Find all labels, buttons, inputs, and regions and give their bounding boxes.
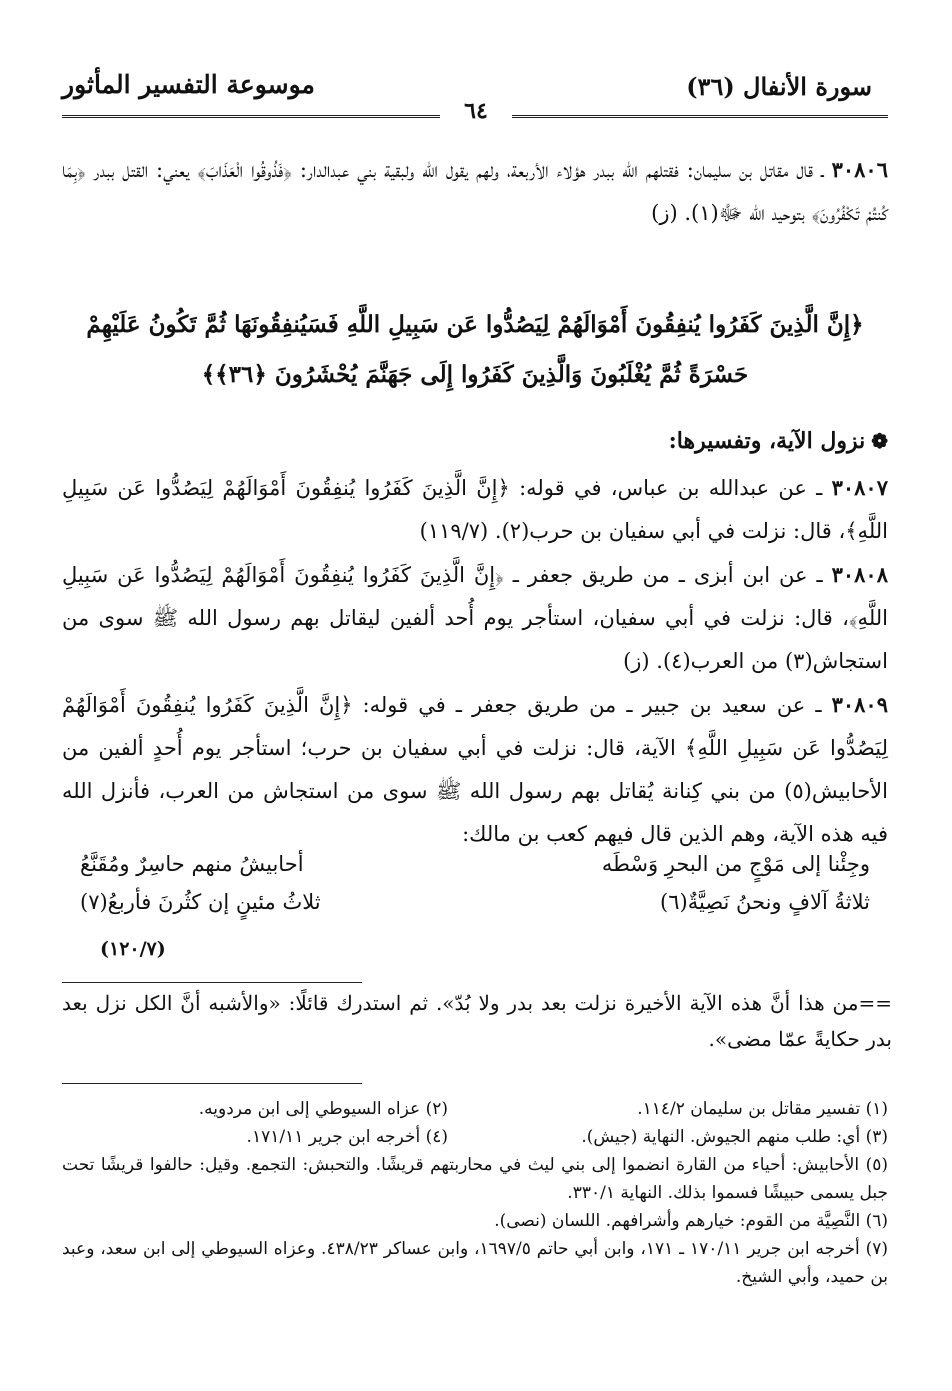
footnote-4: (٤) أخرجه ابن جرير ١٧١/١١. [246,1127,448,1147]
page-number: ٦٤ [464,98,488,124]
entry-number: ٣٠٨٠٦ [831,157,888,182]
entry-30808 [62,553,888,683]
section-title [669,428,888,454]
footnote-separator [62,982,362,983]
footnote-1: (١) تفسير مقاتل بن سليمان ١١٤/٢. [637,1099,888,1119]
entry-30809 [62,683,888,856]
entry-number: ٣٠٨٠٩ [831,692,888,717]
surah-header: سورة الأنفال (٣٦) [686,72,872,101]
entry-text: ـ عن سعيد بن جبير ـ من طريق جعفر ـ في قوله: ﴿إِنَّ الَّذِينَ كَفَرُوا يُنفِقُونَ أَمْوَالَهُمْ لِيَصُدُّوا عَن سَبِيلِ اللَّهِ﴾ الآية، قال: نزلت في أبي سفيان بن حرب؛ استأجر يوم أُحدٍ ألفين من الأحابيش(٥) من بني كِنانة يُقاتل بهم رسول الله ﷺ سوى من استجاش من العرب، فأنزل الله فيه هذه الآية، وهم الذين قال فيهم كعب بن مالك: [62,693,888,846]
poem-verse-1b: أحابيشُ منهم حاسِرٌ ومُقَنَّعُ [80,852,304,876]
footnote-7: (٧) أخرجه ابن جرير ١٧٠/١١ ـ ١٧١، وابن أبي حاتم ١٦٩٧/٥، وابن عساكر ٤٣٨/٢٣. وعزاه السيوطي إلى ابن سعد، وعبد بن حميد، وأبي الشيخ. [62,1239,888,1287]
flower-icon: ❁ [871,429,888,453]
poem [80,852,870,928]
footnote-3: (٣) أي: طلب منهم الجيوش. النهاية (جيش). [581,1127,888,1147]
footnote-6: (٦) النَّصِيَّة من القوم: خيارهم وأشرافهم. اللسان (نصى). [494,1211,888,1231]
entries-block [62,466,888,856]
quran-verse: ﴿إِنَّ الَّذِينَ كَفَرُوا يُنفِقُونَ أَمْوَالَهُمْ لِيَصُدُّوا عَن سَبِيلِ اللَّهِ فَسَيُنفِقُونَهَا ثُمَّ تَكُونُ عَلَيْهِمْ حَسْرَةً ثُمَّ يُغْلَبُونَ وَالَّذِينَ كَفَرُوا إِلَى جَهَنَّمَ يُحْشَرُونَ ﴿٣٦﴾﴾ [86,311,864,388]
footnote-continuation: ==من هذا أنَّ هذه الآية الأخيرة نزلت بعد بدر ولا بُدّ». ثم استدرك قائلًا: «والأشبه أنَّ الكل نزل بعد بدر حكايةً عمّا مضى». [62,991,892,1051]
entry-30807 [62,466,888,553]
entry-30806 [62,148,888,235]
entry-number: ٣٠٨٠٨ [831,562,888,587]
header-rule-right [512,115,888,118]
section-title-text: نزول الآية، وتفسيرها: [668,428,866,454]
poem-verse-2b: ثلاثُ مئينٍ إن كثُرنَ فأربعُ(٧) [80,890,321,914]
poem-reference: (١٢٠/٧) [100,938,166,960]
book-title: موسوعة التفسير المأثور [62,70,315,99]
poem-verse-2a: ثلاثةُ آلافٍ ونحنُ نَصِيَّةٌ(٦) [660,890,870,914]
entry-text: ـ عن ابن أبزى ـ من طريق جعفر ـ ﴿إِنَّ الَّذِينَ كَفَرُوا يُنفِقُونَ أَمْوَالَهُمْ لِيَصُدُّوا عَن سَبِيلِ اللَّهِ﴾، قال: نزلت في أبي سفيان، استأجر يوم أُحد ألفين ليقاتل بهم رسول الله ﷺ سوى من استجاش(٣) من العرب(٤). (ز) [62,563,888,673]
footnote-separator-2 [62,1083,362,1084]
entry-text: ـ عن عبدالله بن عباس، في قوله: ﴿إِنَّ الَّذِينَ كَفَرُوا يُنفِقُونَ أَمْوَالَهُمْ لِيَصُدُّوا عَن سَبِيلِ اللَّهِ﴾، قال: نزلت في أبي سفيان بن حرب(٢). (١١٩/٧) [62,476,888,543]
footnote-5: (٥) الأحابيش: أحياء من القارة انضموا إلى بني ليث في محاربتهم قريشًا. والتحبش: التجمع. وقيل: حالفوا قريشًا تحت جبل يسمى حبيشًا فسموا بذلك. النهاية ٣٣٠/١. [62,1155,888,1203]
footnotes [62,1095,888,1291]
footnote-2: (٢) عزاه السيوطي إلى ابن مردويه. [198,1099,448,1119]
header-rule-left [62,115,440,118]
poem-verse-1a: وجِئْنا إلى مَوْجٍ من البحرِ وَسْطَه [601,852,870,876]
entry-text: ـ قال مقاتل بن سليمان: فقتلهم الله ببدر هؤلاء الأربعة، ولهم يقول الله ولبقية بني عبدالدار: ﴿فَذُوقُوا الْعَذَابَ﴾ يعني: القتل ببدر ﴿بِمَا كُنتُمْ تَكْفُرُونَ﴾ بتوحيد الله ﷻ(١). (ز) [62,158,888,225]
entry-number: ٣٠٨٠٧ [831,475,888,500]
